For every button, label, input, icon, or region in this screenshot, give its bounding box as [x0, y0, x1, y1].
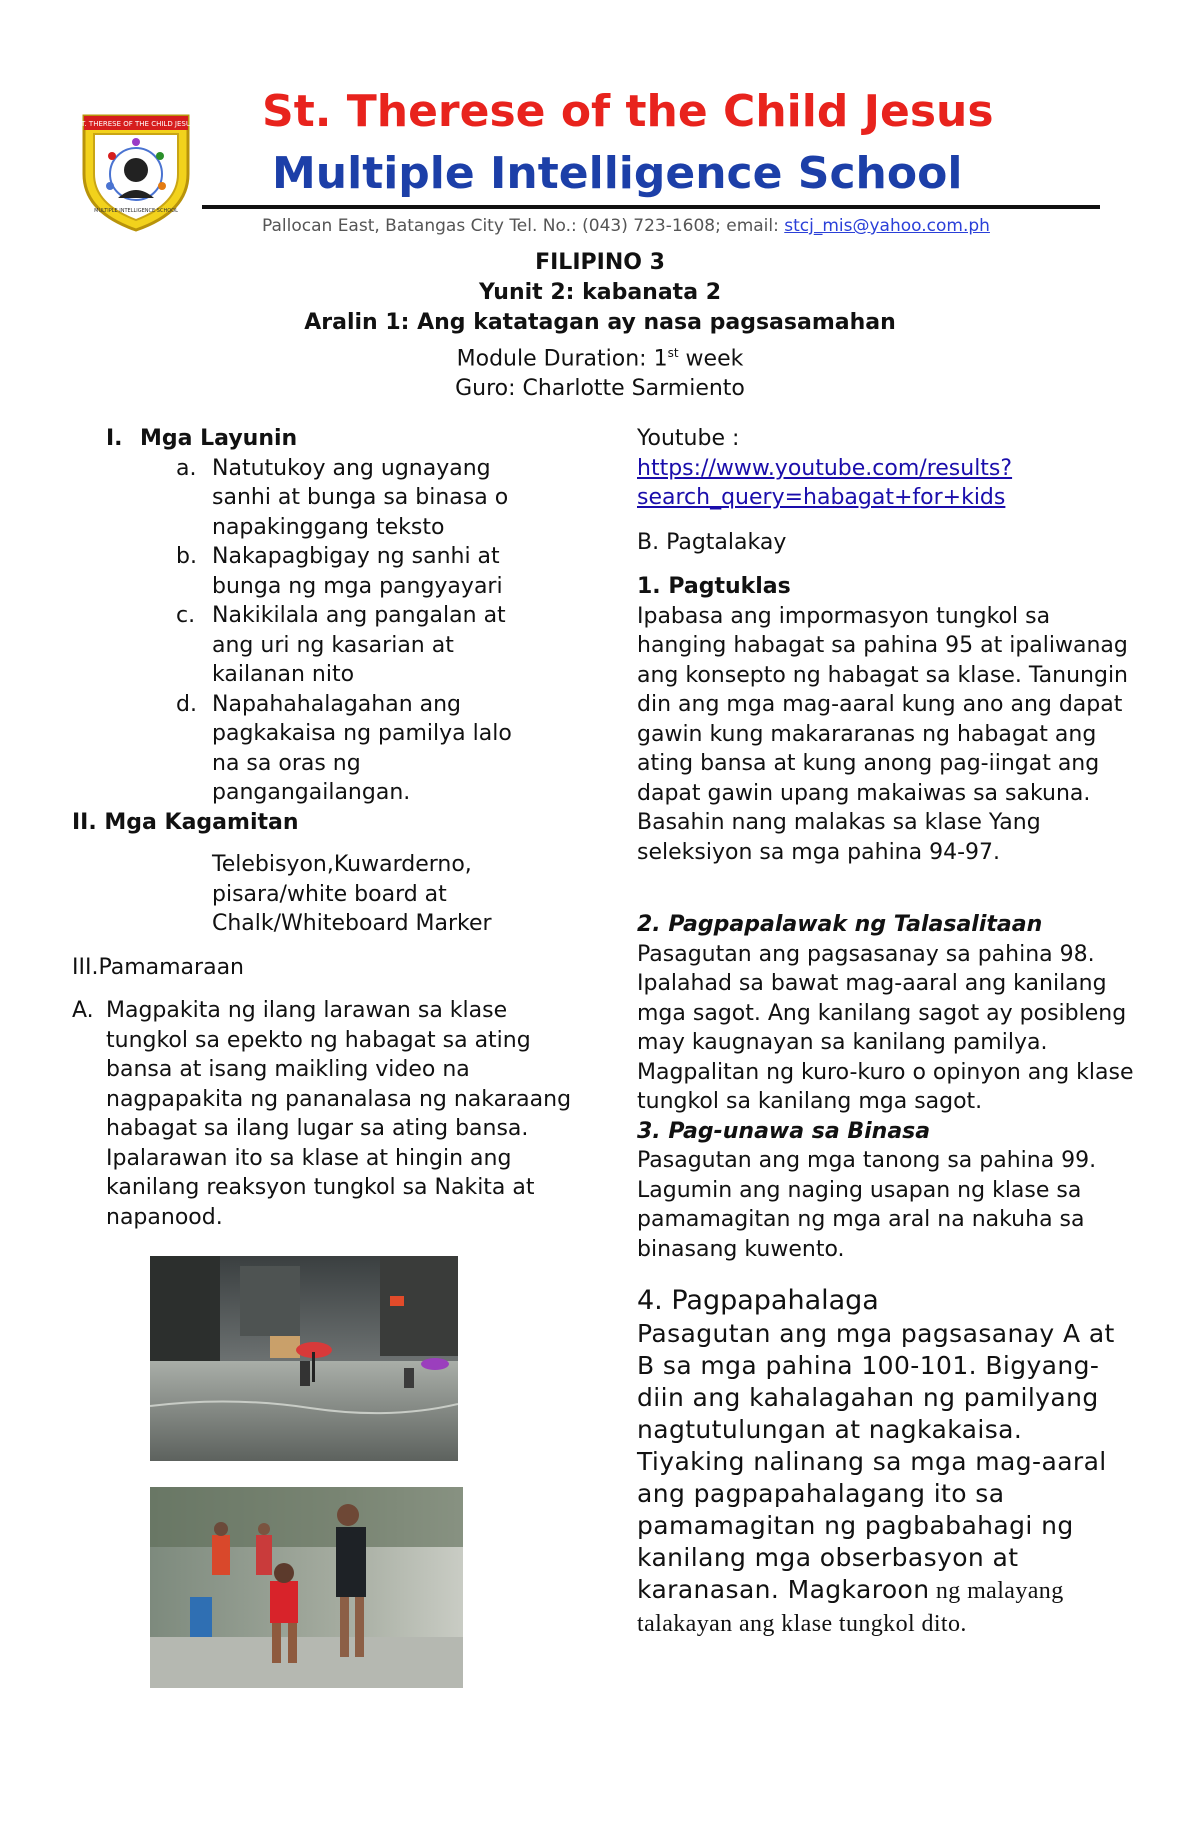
- objective-item: [176, 601, 592, 690]
- logo-bottom-text: MULTIPLE INTELLIGENCE SCHOOL: [94, 208, 178, 214]
- materials-list: Telebisyon,Kuwarderno, pisara/white board at Chalk/Whiteboard Marker: [212, 852, 492, 936]
- procedure-mark: A.: [72, 998, 94, 1023]
- section-procedure-heading: III.Pamamaraan: [72, 954, 244, 980]
- pagpapahalaga-body: Pasagutan ang mga pagsasanay A at B sa mga pahina 100-101. Bigyang-diin ang kahalagahan ng pamilyang nagtutulungan at nagkakaisa. Tiyaking nalinang sa mga mag-aaral ang pagpapahalagang ito sa pamamagitan ng pagbabahagi ng kanilang mga obserbasyon at karanasan. Magkaroon: [637, 1319, 1115, 1604]
- pagtuklas-heading: 1. Pagtuklas: [637, 574, 791, 599]
- objective-mark: c.: [176, 603, 196, 628]
- section-number: I.: [106, 426, 123, 451]
- flood-street-photo: [150, 1256, 458, 1461]
- school-logo: [80, 112, 192, 232]
- header-divider: [202, 205, 1100, 209]
- objective-mark: b.: [176, 544, 197, 569]
- youtube-link-continued[interactable]: search_query=habagat+for+kids: [637, 485, 1006, 510]
- objective-mark: a.: [176, 455, 197, 481]
- school-email-link[interactable]: stcj_mis@yahoo.com.ph: [784, 216, 990, 236]
- pag-unawa-heading: 3. Pag-unawa sa Binasa: [637, 1118, 931, 1144]
- module-titles: [0, 248, 1200, 404]
- school-name-line2: Multiple Intelligence School: [272, 148, 963, 199]
- objective-item: [176, 542, 592, 601]
- right-column: [637, 424, 1137, 1640]
- objective-text: Nakikilala ang pangalan at ang uri ng kasarian at kailanan nito: [212, 603, 506, 687]
- youtube-link[interactable]: https://www.youtube.com/results?: [637, 455, 1013, 481]
- duration-suffix: week: [678, 346, 744, 372]
- procedure-item-a: [72, 996, 592, 1232]
- address-text: Pallocan East, Batangas City Tel. No.: (043) 723-1608; email:: [262, 216, 785, 236]
- talasalitaan-text: Pasagutan ang pagsasanay sa pahina 98. Ipalahad sa bawat mag-aaral ang kanilang mga sagot. Ang kanilang sagot ay posibleng may kaugnayan sa kanilang pamilya. Magpalitan ng kuro-kuro o opinyon ang klase tungkol sa kanilang mga sagot.: [637, 941, 1134, 1114]
- talasalitaan-heading: 2. Pagpapalawak ng Talasalitaan: [637, 912, 1043, 937]
- pagpapahalaga-text: [637, 1318, 1137, 1640]
- section-materials-heading: II. Mga Kagamitan: [72, 809, 299, 835]
- section-objectives-heading: [106, 424, 592, 454]
- pagpapahalaga-tail: ng malayang talakayan ang klase tungkol dito.: [637, 1578, 1064, 1637]
- school-name-line1: St. Therese of the Child Jesus: [262, 86, 994, 137]
- module-duration: [0, 338, 1200, 374]
- lesson-title: Aralin 1: Ang katatagan ay nasa pagsasamahan: [304, 310, 896, 335]
- objective-item: [176, 690, 592, 808]
- duration-prefix: Module Duration: 1: [456, 346, 668, 372]
- children-rain-photo: [150, 1487, 463, 1688]
- pagtuklas-text: Ipabasa ang impormasyon tungkol sa hanging habagat sa pahina 95 at ipaliwanag ang konsepto ng habagat sa klase. Tanungin din ang mga mag-aaral kung ano ang dapat gawin kung makararanas ng habagat ang ating bansa at kung anong pag-iingat ang dapat gawin upang makaiwas sa sakuna. Basahin nang malakas sa klase Yang seleksiyon sa mga pahina 94-97.: [637, 603, 1129, 865]
- duration-sup: st: [667, 346, 679, 360]
- discussion-heading: B. Pagtalakay: [637, 529, 787, 555]
- objective-text: Nakapagbigay ng sanhi at bunga ng mga pangyayari: [212, 544, 503, 599]
- pagpapahalaga-heading: 4. Pagpapahalaga: [637, 1285, 879, 1316]
- pag-unawa-text: Pasagutan ang mga tanong sa pahina 99. Lagumin ang naging usapan ng klase sa pamamagitan ng mga aral na nakuha sa binasang kuwento.: [637, 1148, 1097, 1262]
- objective-text: Napahahalagahan ang pagkakaisa ng pamilya lalo na sa oras ng pangangailangan.: [212, 691, 512, 805]
- logo-top-text: ST. THERESE OF THE CHILD JESUS: [80, 120, 192, 128]
- unit-title: Yunit 2: kabanata 2: [478, 280, 722, 305]
- procedure-text: Magpakita ng ilang larawan sa klase tungkol sa epekto ng habagat sa ating bansa at isang maikling video na nagpapakita ng pananalasa ng nakaraang habagat sa ilang lugar sa ating bansa. Ipalarawan ito sa klase at hingin ang kanilang reaksyon tungkol sa Nakita at napanood.: [106, 998, 572, 1230]
- objective-mark: d.: [176, 691, 197, 717]
- school-address: [262, 216, 990, 236]
- section-title: Mga Layunin: [140, 426, 298, 451]
- left-column: [72, 424, 592, 1232]
- teacher-name: Guro: Charlotte Sarmiento: [455, 376, 745, 402]
- objective-text: Natutukoy ang ugnayang sanhi at bunga sa binasa o napakinggang teksto: [212, 455, 509, 540]
- objective-item: [176, 454, 592, 543]
- youtube-label: Youtube :: [637, 426, 740, 451]
- subject-title: FILIPINO 3: [535, 250, 665, 275]
